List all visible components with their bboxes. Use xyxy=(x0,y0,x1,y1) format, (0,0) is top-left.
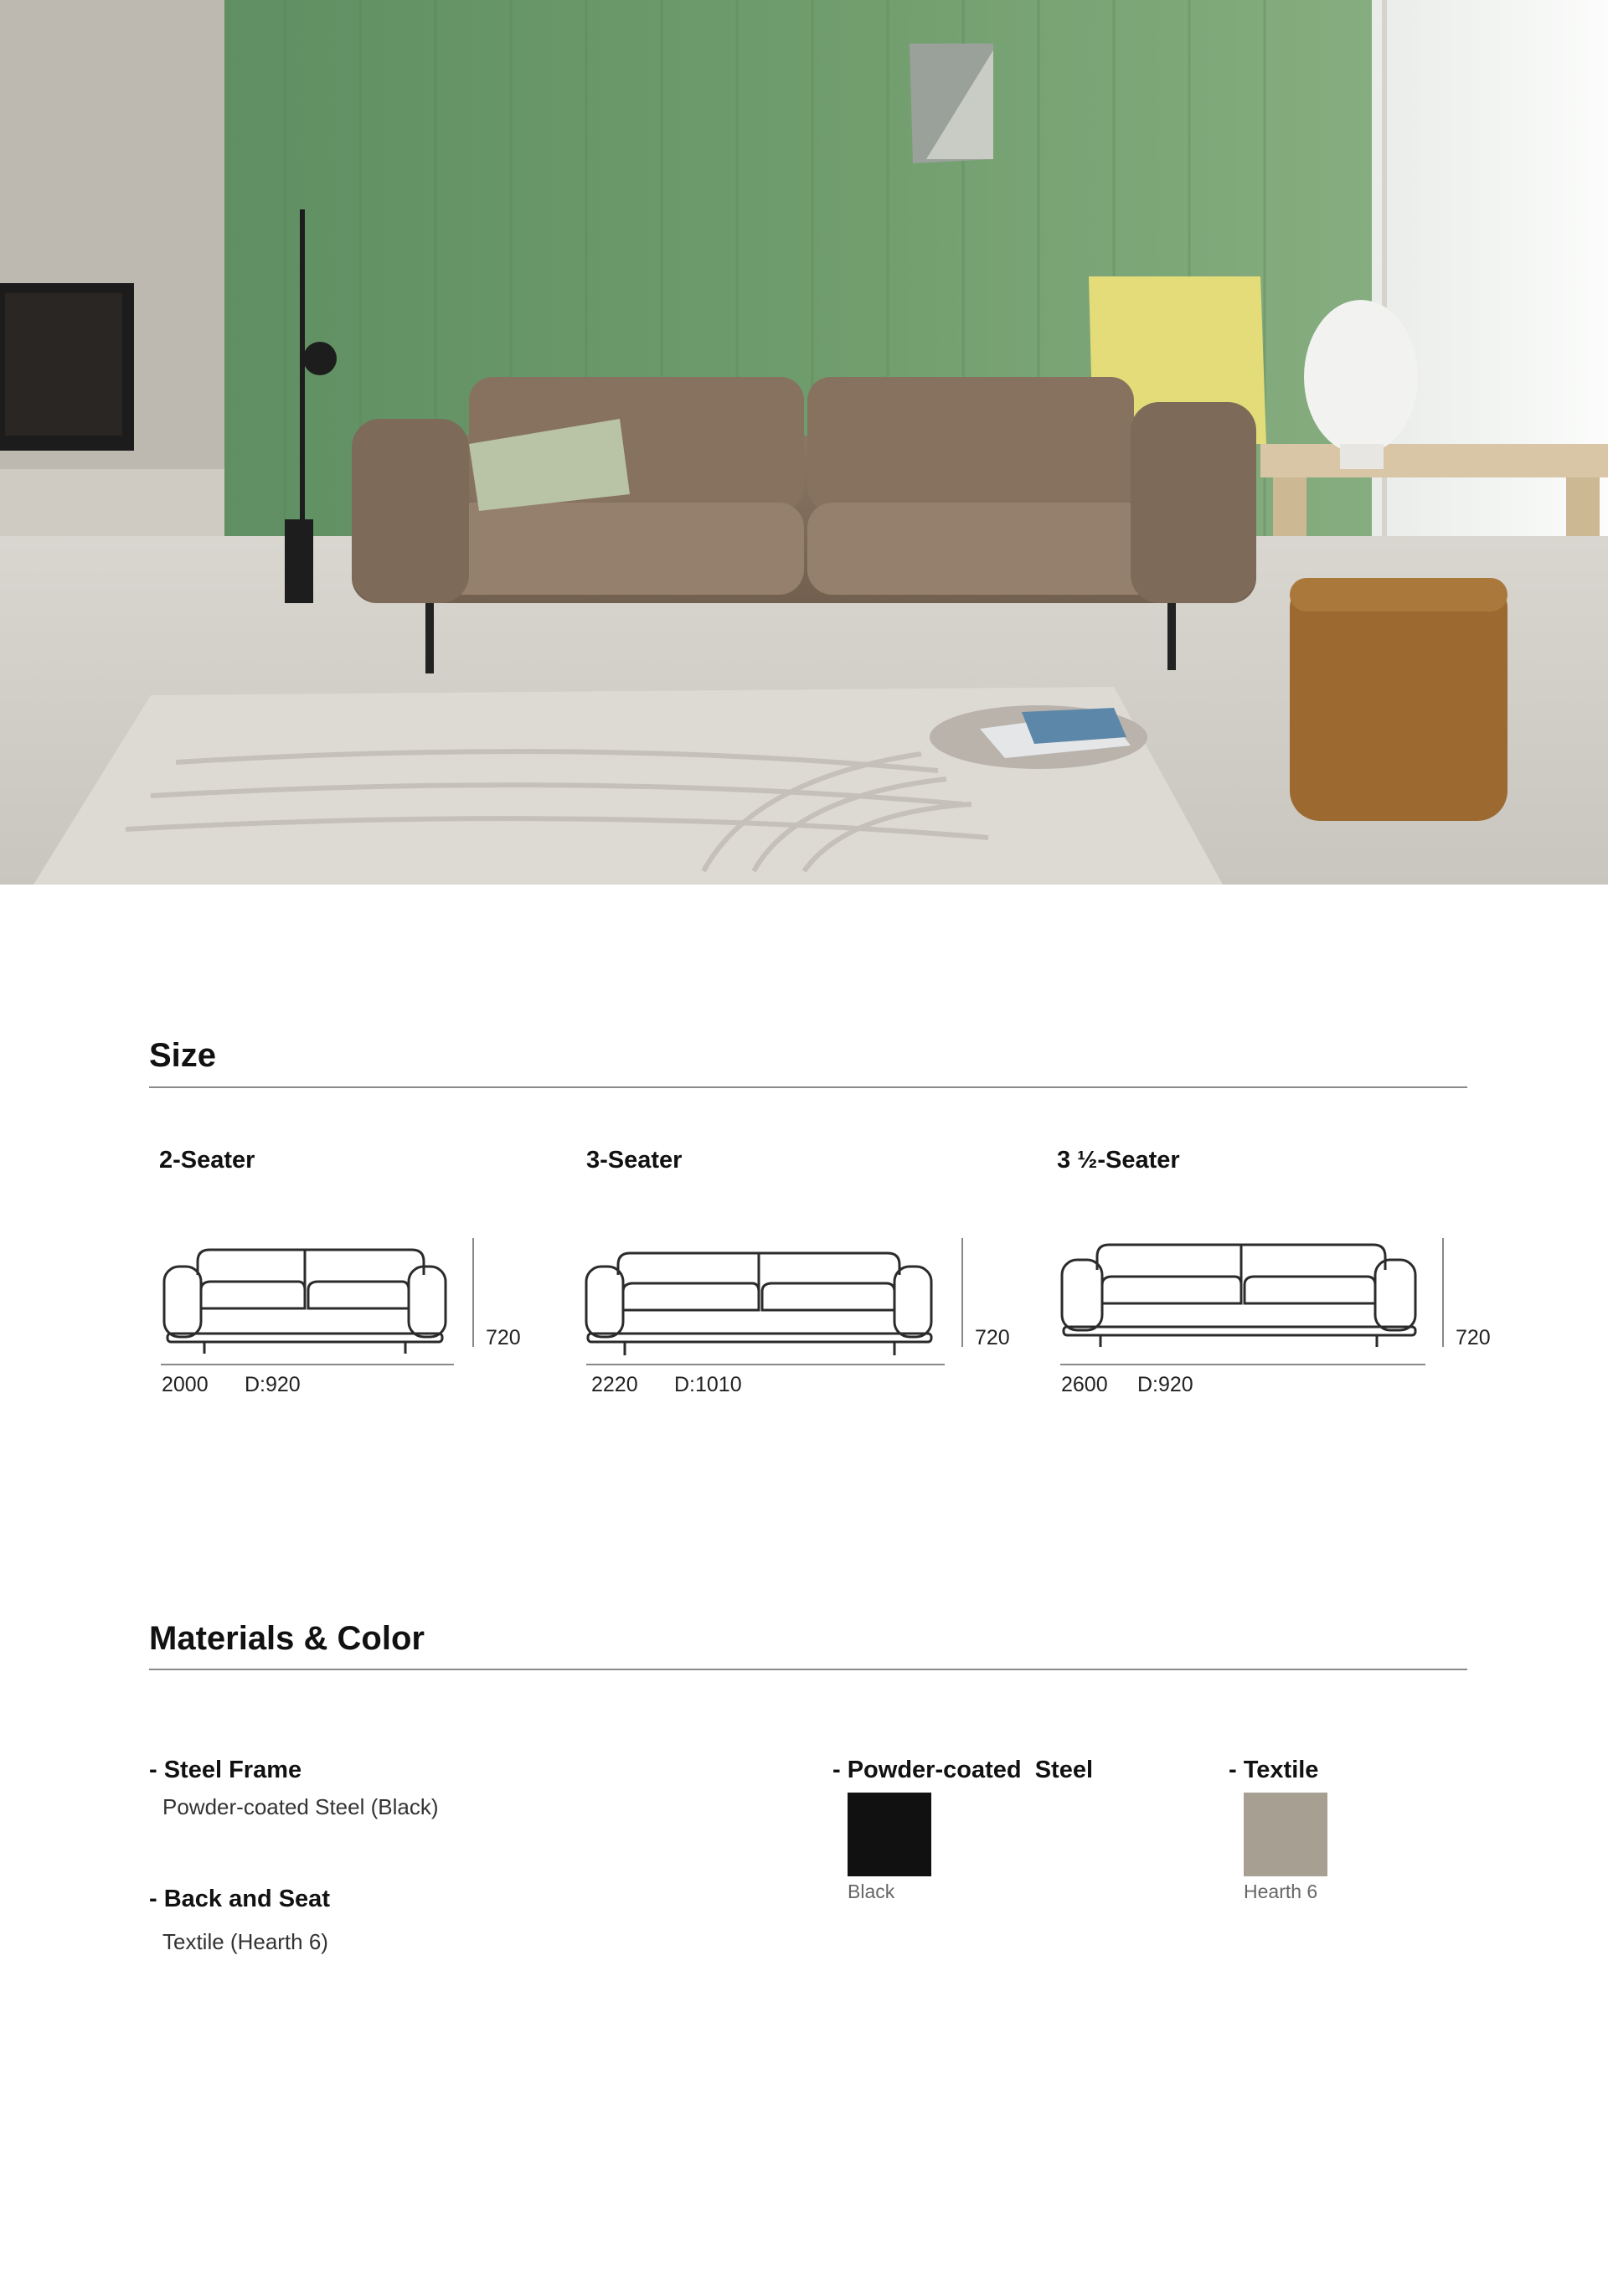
material-value-back-and-seat: Textile (Hearth 6) xyxy=(162,1929,328,1954)
height-dimension-line-3-seater xyxy=(961,1238,963,1347)
variant-name-3-seater: 3-Seater xyxy=(586,1147,683,1174)
height-dimension-line-3-half-seater xyxy=(1442,1238,1444,1347)
sofa-3-seater-diagram xyxy=(585,1250,935,1357)
material-heading-steel-frame: - Steel Frame xyxy=(149,1757,302,1783)
width-dimension-line-2-seater xyxy=(161,1364,454,1365)
size-section-divider xyxy=(149,1086,1467,1088)
swatch-heading-powder-coated-steel: - Powder-coated Steel xyxy=(832,1757,1094,1783)
height-dimension-3-half-seater: 720 xyxy=(1456,1326,1491,1349)
width-dimension-3-seater: 2220 xyxy=(591,1373,638,1396)
sofa-2-seater-diagram xyxy=(161,1246,449,1355)
depth-dimension-2-seater: D:920 xyxy=(245,1373,301,1396)
height-dimension-3-seater: 720 xyxy=(975,1326,1010,1349)
width-dimension-2-seater: 2000 xyxy=(162,1373,209,1396)
width-dimension-3-half-seater: 2600 xyxy=(1061,1373,1108,1396)
swatch-heading-textile: - Textile xyxy=(1229,1757,1319,1783)
materials-section-title: Materials & Color xyxy=(149,1620,425,1657)
height-dimension-2-seater: 720 xyxy=(486,1326,521,1349)
size-section-title: Size xyxy=(149,1037,217,1074)
width-dimension-line-3-half-seater xyxy=(1060,1364,1425,1365)
height-dimension-line-2-seater xyxy=(472,1238,474,1347)
swatch-label-black: Black xyxy=(848,1881,895,1902)
material-value-steel-frame: Powder-coated Steel (Black) xyxy=(162,1794,439,1819)
swatch-label-hearth-6: Hearth 6 xyxy=(1244,1881,1318,1902)
variant-name-2-seater: 2-Seater xyxy=(159,1147,255,1174)
depth-dimension-3-half-seater: D:920 xyxy=(1137,1373,1193,1396)
width-dimension-line-3-seater xyxy=(586,1364,945,1365)
variant-name-3-half-seater: 3 ½-Seater xyxy=(1057,1147,1180,1174)
materials-section-divider xyxy=(149,1669,1467,1670)
depth-dimension-3-seater: D:1010 xyxy=(674,1373,742,1396)
hero-image xyxy=(0,0,1608,885)
material-heading-back-and-seat: - Back and Seat xyxy=(149,1886,330,1912)
sofa-3-half-seater-diagram xyxy=(1060,1241,1419,1349)
color-swatch-hearth-6[interactable] xyxy=(1244,1793,1327,1876)
color-swatch-black[interactable] xyxy=(848,1793,931,1876)
